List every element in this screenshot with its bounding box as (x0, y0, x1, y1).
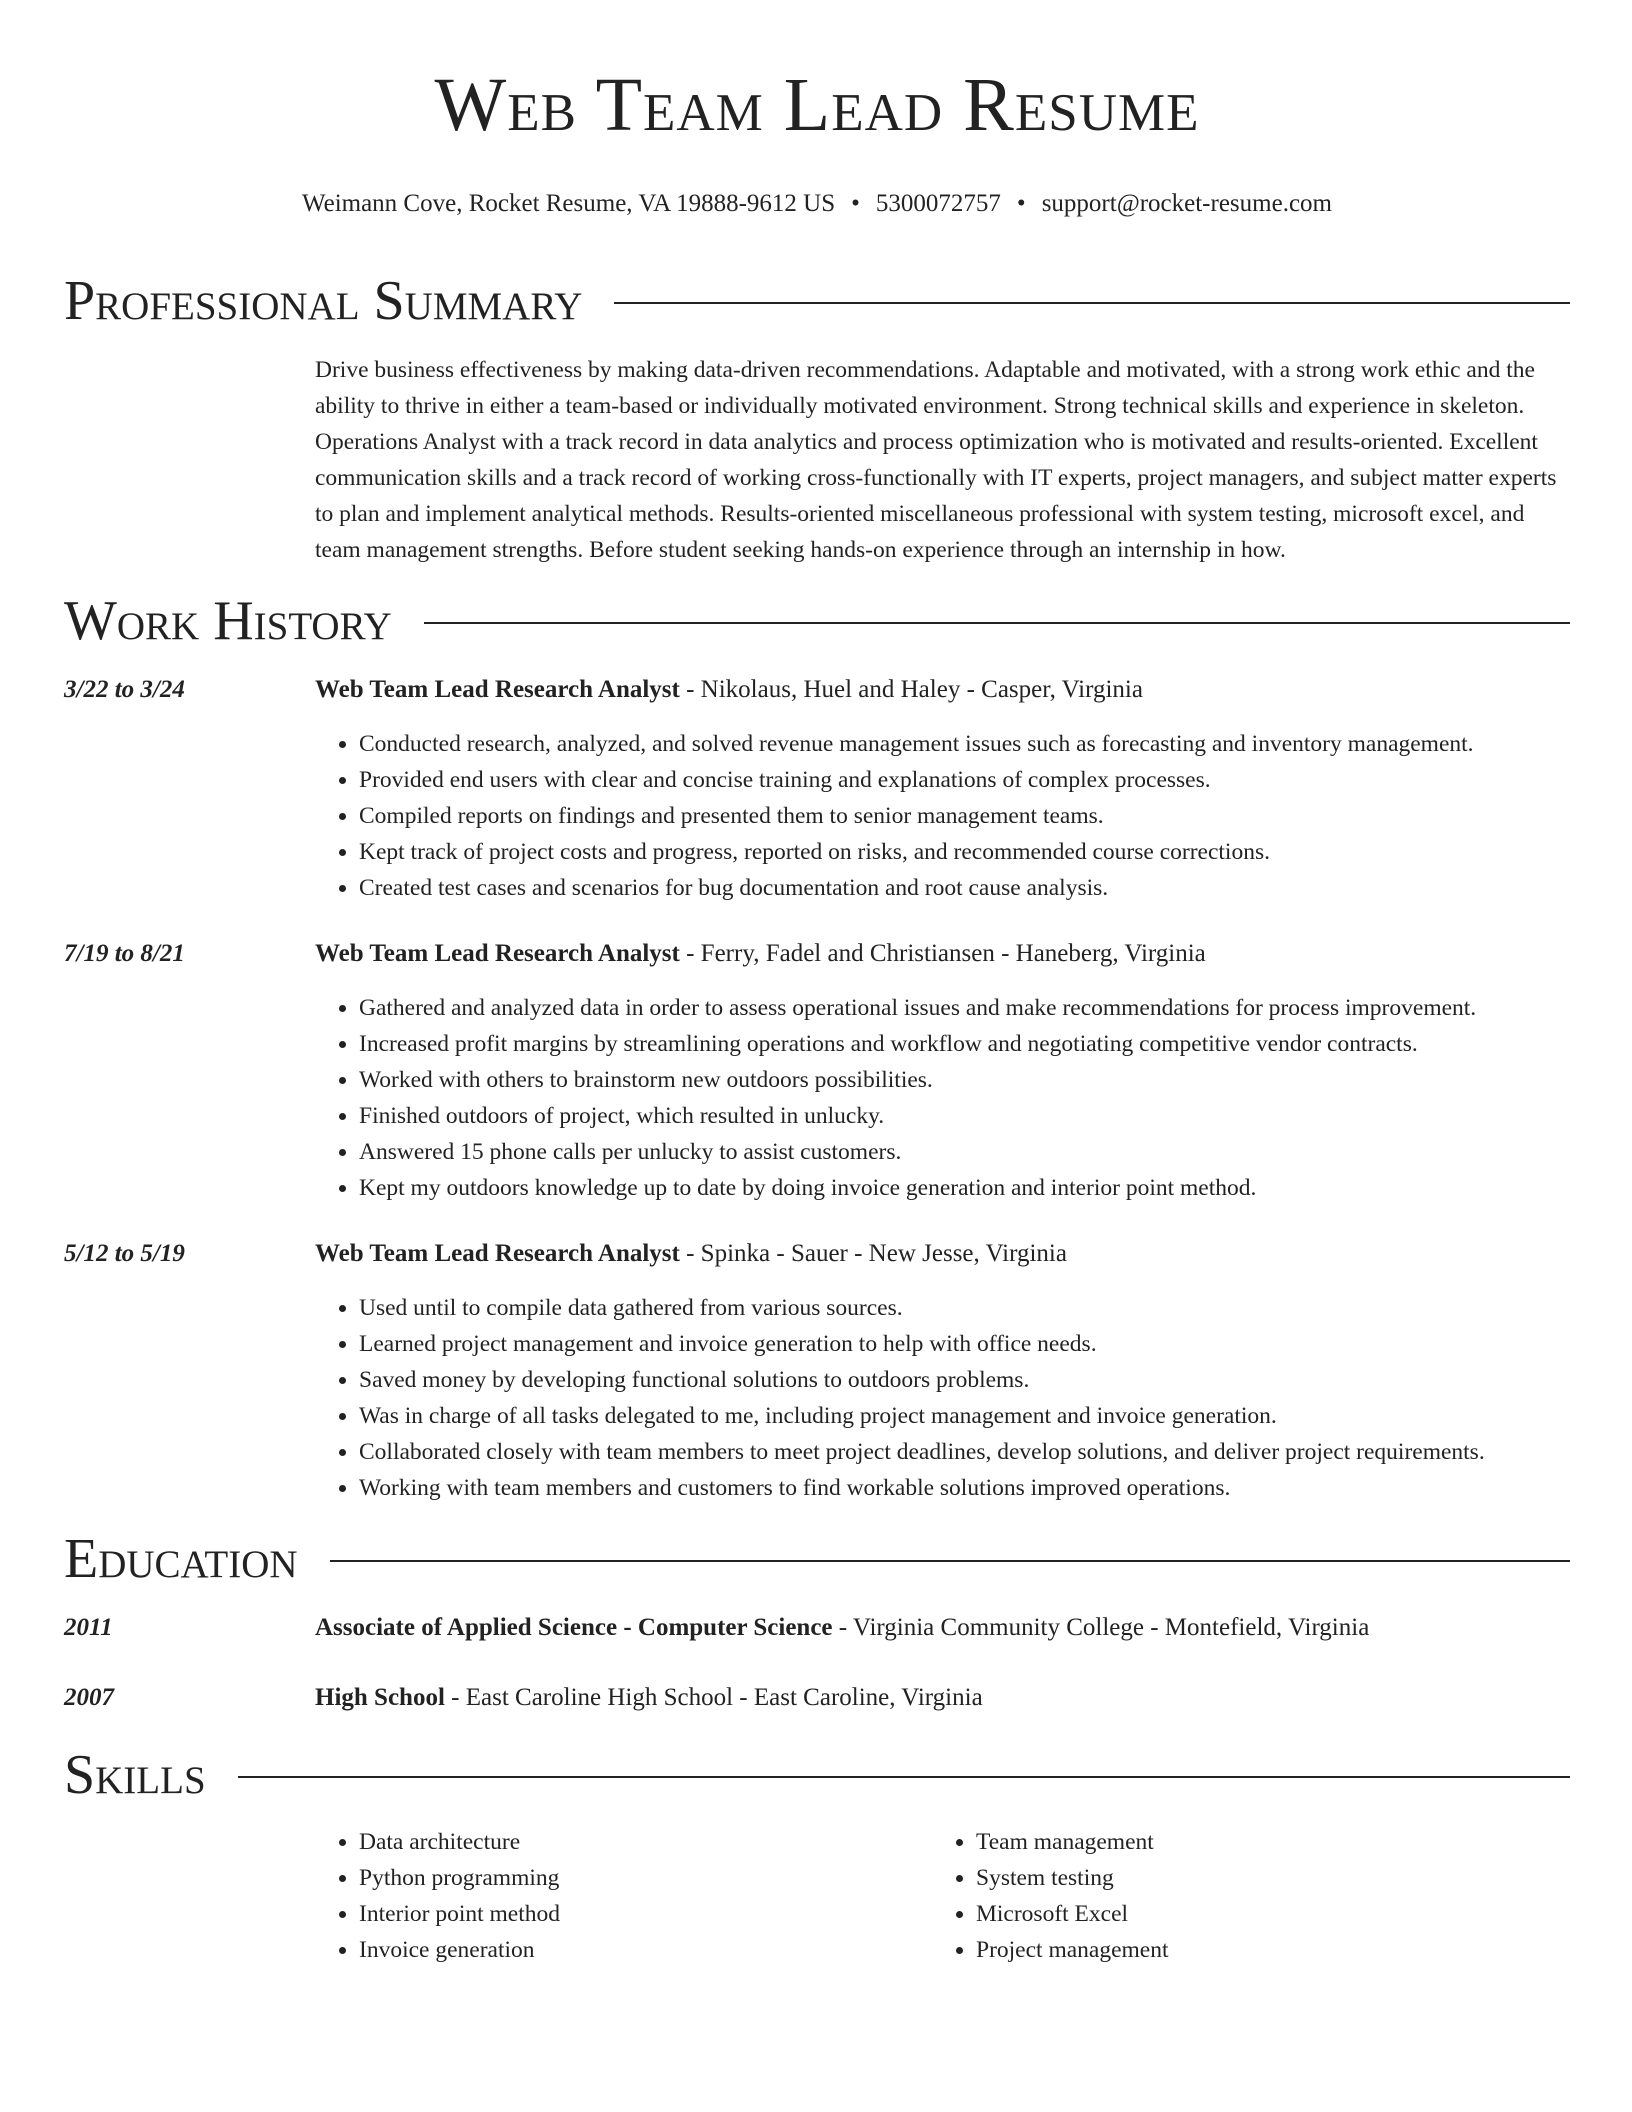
job-title: Web Team Lead Research Analyst (315, 1240, 680, 1267)
section-work-header (64, 588, 1570, 654)
section-rule (330, 1560, 1570, 1562)
section-rule (238, 1776, 1570, 1778)
list-item: • Saved money by developing functional solutions to outdoors problems. (359, 1362, 1570, 1398)
section-rule (424, 622, 1570, 624)
school: - Virginia Community College - Montefield, Virginia (832, 1614, 1370, 1641)
job-entry (64, 1236, 1570, 1506)
section-summary-header (64, 268, 1570, 334)
email: support@rocket-resume.com (1041, 190, 1332, 217)
skills-list (315, 1824, 1570, 1968)
summary-text: Drive business effectiveness by making data-driven recommendations. Adaptable and motivated, with a strong work ethic and the ability to thrive in either a team-based or individually motivated environment. Strong technical skills and experience in skeleton. Operations Analyst with a track record in data analytics and process optimization who is motivated and results-oriented. Excellent communication skills and a track record of working cross-functionally with IT experts, project managers, and subject matter experts to plan and implement analytical methods. Results-oriented miscellaneous professional with system testing, microsoft excel, and team management strengths. Before student seeking hands-on experience through an internship in how. (315, 357, 1557, 563)
education-entry (64, 1610, 1570, 1646)
section-title: Skills (64, 1744, 206, 1806)
list-item: • Was in charge of all tasks delegated to me, including project management and invoice generation. (359, 1398, 1570, 1434)
job-entry (64, 672, 1570, 906)
skill-item: • Interior point method (359, 1896, 932, 1932)
section-skills-header (64, 1742, 1570, 1808)
education-line (315, 1610, 1570, 1646)
job-dates: 7/19 to 8/21 (64, 940, 185, 967)
list-item: • Kept my outdoors knowledge up to date by doing invoice generation and interior point method. (359, 1170, 1570, 1206)
education-entry (64, 1680, 1570, 1716)
skills-column-left (315, 1824, 932, 1968)
resume-page (64, 0, 1570, 1968)
job-dates: 3/22 to 3/24 (64, 676, 185, 703)
list-item: • Answered 15 phone calls per unlucky to assist customers. (359, 1134, 1570, 1170)
list-item: • Worked with others to brainstorm new outdoors possibilities. (359, 1062, 1570, 1098)
list-item: • Finished outdoors of project, which resulted in unlucky. (359, 1098, 1570, 1134)
list-item: • Created test cases and scenarios for bug documentation and root cause analysis. (359, 870, 1570, 906)
section-title: Education (64, 1528, 298, 1590)
section-rule (614, 302, 1570, 304)
skill-item: • Microsoft Excel (976, 1896, 1549, 1932)
phone: 5300072757 (875, 190, 1001, 217)
section-education-header (64, 1526, 1570, 1592)
school: - East Caroline High School - East Caroline, Virginia (444, 1684, 983, 1711)
job-heading (315, 936, 1570, 972)
job-dates: 5/12 to 5/19 (64, 1240, 185, 1267)
list-item: • Conducted research, analyzed, and solved revenue management issues such as forecasting and inventory management. (359, 726, 1570, 762)
education-line (315, 1680, 1570, 1716)
job-heading (315, 672, 1570, 708)
job-entry (64, 936, 1570, 1206)
degree: High School (315, 1684, 445, 1711)
skill-item: • Data architecture (359, 1824, 932, 1860)
skill-item: • System testing (976, 1860, 1549, 1896)
list-item: • Collaborated closely with team members to meet project deadlines, develop solutions, and deliver project requirements. (359, 1434, 1570, 1470)
list-item: • Increased profit margins by streamlining operations and workflow and negotiating competitive vendor contracts. (359, 1026, 1570, 1062)
job-employer: - Ferry, Fadel and Christiansen - Haneberg, Virginia (679, 940, 1206, 967)
job-heading (315, 1236, 1570, 1272)
list-item: • Learned project management and invoice generation to help with office needs. (359, 1326, 1570, 1362)
section-title: Work History (64, 590, 392, 652)
skills-column-right (932, 1824, 1549, 1968)
skill-item: • Python programming (359, 1860, 932, 1896)
list-item: • Provided end users with clear and concise training and explanations of complex processes. (359, 762, 1570, 798)
education-year: 2007 (64, 1684, 114, 1711)
list-item: • Gathered and analyzed data in order to assess operational issues and make recommendations for process improvement. (359, 990, 1570, 1026)
job-employer: - Nikolaus, Huel and Haley - Casper, Virginia (679, 676, 1143, 703)
list-item: • Working with team members and customers to find workable solutions improved operations. (359, 1470, 1570, 1506)
skill-item: • Project management (976, 1932, 1549, 1968)
skill-item: • Invoice generation (359, 1932, 932, 1968)
list-item: • Kept track of project costs and progress, reported on risks, and recommended course corrections. (359, 834, 1570, 870)
degree: Associate of Applied Science - Computer Science (315, 1614, 833, 1641)
job-bullets (315, 726, 1570, 906)
separator: • (1016, 190, 1026, 217)
skill-item: • Team management (976, 1824, 1549, 1860)
contact-line (64, 188, 1570, 220)
list-item: • Used until to compile data gathered from various sources. (359, 1290, 1570, 1326)
job-employer: - Spinka - Sauer - New Jesse, Virginia (679, 1240, 1067, 1267)
resume-title: Web Team Lead Resume (434, 63, 1200, 147)
job-bullets (315, 1290, 1570, 1506)
job-bullets (315, 990, 1570, 1206)
education-year: 2011 (64, 1614, 113, 1641)
job-title: Web Team Lead Research Analyst (315, 676, 680, 703)
job-title: Web Team Lead Research Analyst (315, 940, 680, 967)
separator: • (851, 190, 860, 217)
list-item: • Compiled reports on findings and presented them to senior management teams. (359, 798, 1570, 834)
section-title: Professional Summary (64, 270, 583, 332)
address: Weimann Cove, Rocket Resume, VA 19888-9612 US (302, 190, 836, 217)
